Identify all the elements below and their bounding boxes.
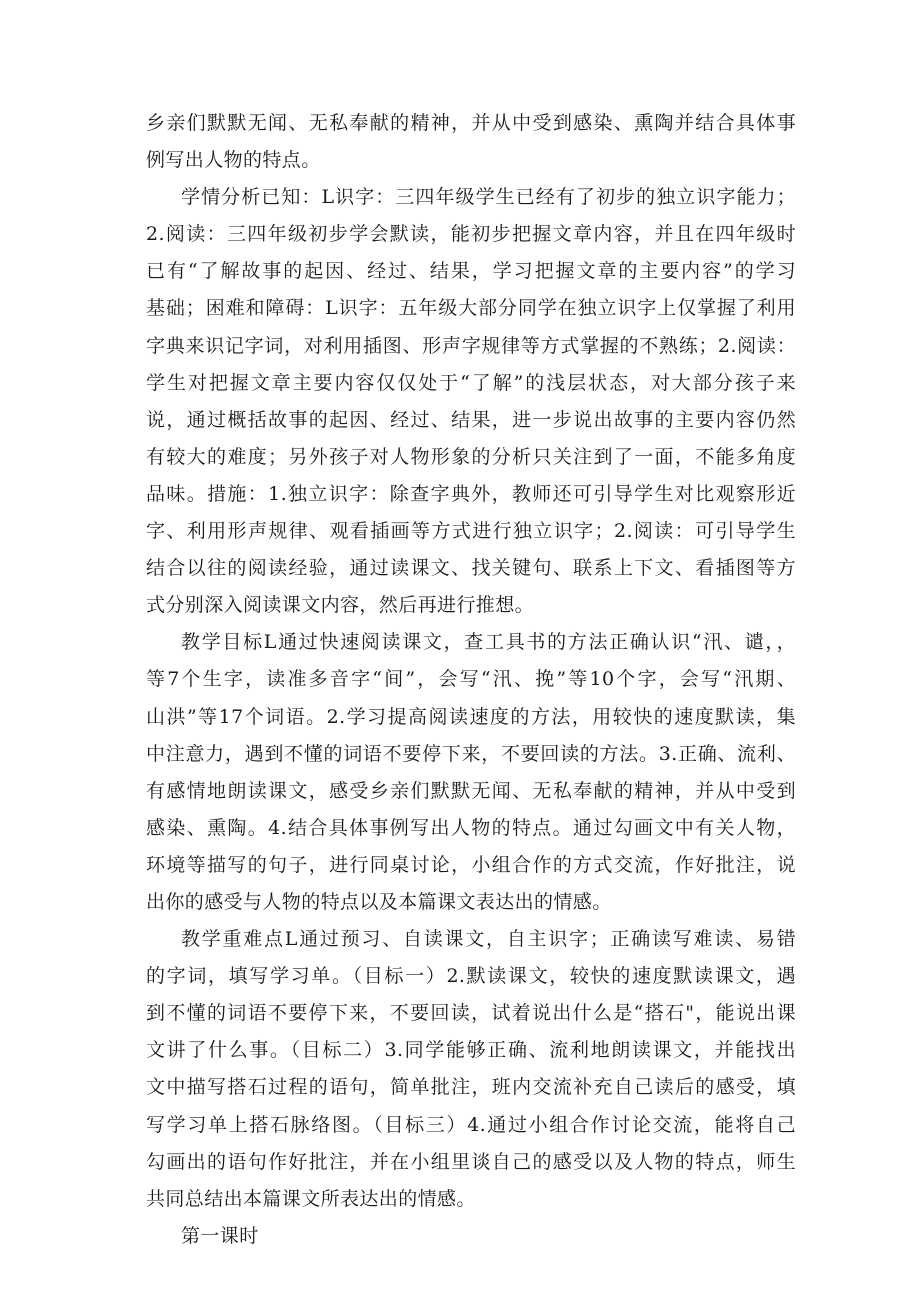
text-line: 字典来识记字词，对利用插图、形声字规律等方式掌握的不熟练；2.阅读： [146,334,796,357]
text-line: 勾画出的语句作好批注，并在小组里谈自己的感受以及人物的特点，师生 [146,1150,796,1173]
paragraph-start-line: 教学重难点L通过预习、自读课文，自主识字；正确读写难读、易错 [181,928,796,951]
text-line: 到不懂的词语不要停下来，不要回读，试着说出什么是“搭石"，能说出课 [146,1002,796,1025]
paragraph-start-line: 教学目标L通过快速阅读课文，查工具书的方法正确认识“汛、谴，， [181,631,796,654]
text-line: 感染、熏陶。4.结合具体事例写出人物的特点。通过勾画文中有关人物， [146,816,796,839]
text-line: 说，通过概括故事的起因、经过、结果，进一步说出故事的主要内容仍然 [146,408,796,431]
paragraph-start-line: 学情分析已知：L识字：三四年级学生已经有了初步的独立识字能力； [181,186,796,209]
text-line: 等7个生字，读准多音字“间”，会写“汛、挽”等10个字，会写“汛期、 [146,668,796,691]
text-line: 品味。措施：1.独立识字：除查字典外，教师还可引导学生对比观察形近 [146,482,796,505]
section-heading: 第一课时 [181,1224,259,1247]
text-line: 环境等描写的句子，进行同桌讨论，小组合作的方式交流，作好批注，说 [146,853,796,876]
text-line: 字、利用形声规律、观看插画等方式进行独立识字；2.阅读：可引导学生 [146,520,796,543]
document-page [146,105,796,1255]
text-line: 例写出人物的特点。 [146,149,321,172]
text-line: 写学习单上搭石脉络图。（目标三）4.通过小组合作讨论交流，能将自己 [146,1113,796,1136]
text-line: 山洪”等17个词语。2.学习提高阅读速度的方法，用较快的速度默读，集 [146,705,796,728]
text-line: 结合以往的阅读经验，通过读课文、找关键句、联系上下文、看插图等方 [146,557,796,580]
text-line: 有较大的难度；另外孩子对人物形象的分析只关注到了一面，不能多角度 [146,445,796,468]
text-line: 已有“了解故事的起因、经过、结果，学习把握文章的主要内容”的学习 [146,260,796,283]
text-line: 文中描写搭石过程的语句，简单批注，班内交流补充自己读后的感受，填 [146,1076,796,1099]
text-line: 学生对把握文章主要内容仅仅处于“了解”的浅层状态，对大部分孩子来 [146,371,796,394]
text-line: 文讲了什么事。（目标二）3.同学能够正确、流利地朗读课文，并能找出 [146,1039,796,1062]
text-line: 有感情地朗读课文，感受乡亲们默默无闻、无私奉献的精神，并从中受到 [146,779,796,802]
text-line: 共同总结出本篇课文所表达出的情感。 [146,1187,476,1210]
text-line: 中注意力，遇到不懂的词语不要停下来，不要回读的方法。3.正确、流利、 [146,742,796,765]
text-line: 出你的感受与人物的特点以及本篇课文表达出的情感。 [146,890,612,913]
text-line: 基础；困难和障碍：L识字：五年级大部分同学在独立识字上仅掌握了利用 [146,297,796,320]
text-line: 的字词，填写学习单。（目标一）2.默读课文，较快的速度默读课文，遇 [146,965,796,988]
text-line: 2.阅读：三四年级初步学会默读，能初步把握文章内容，并且在四年级时 [146,223,796,246]
text-line: 乡亲们默默无闻、无私奉献的精神，并从中受到感染、熏陶并结合具体事 [146,112,796,134]
text-line: 式分别深入阅读课文内容，然后再进行推想。 [146,594,535,617]
